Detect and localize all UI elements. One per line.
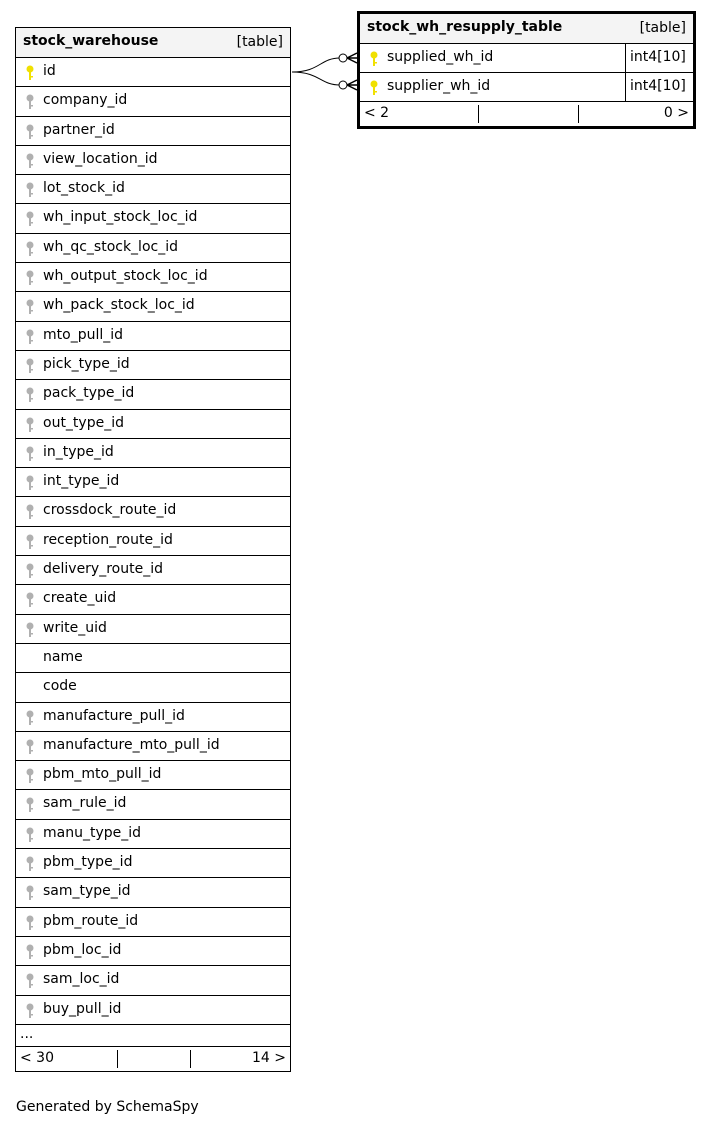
generated-by-text: Generated by SchemaSpy [16,1099,199,1115]
column-name: buy_pull_id [43,1000,122,1017]
parents-count[interactable]: < 2 [364,105,390,121]
children-count[interactable]: 0 > [663,105,689,121]
column-name: supplier_wh_id [387,78,491,94]
column-name: out_type_id [43,414,124,431]
column-type: int4[10] [625,44,693,72]
column-name: pbm_route_id [43,912,139,929]
zero-cardinality-marker [339,81,347,89]
column-name: id [43,63,56,79]
column-name: int_type_id [43,473,120,490]
children-count[interactable]: 14 > [252,1049,286,1066]
column-name: pack_type_id [43,385,135,402]
relationship-line-supplied [292,58,340,72]
relationship-line-supplier [292,72,340,85]
column-name: view_location_id [43,150,158,167]
column-name: partner_id [43,121,115,138]
column-name: write_uid [43,619,107,636]
column-name: wh_qc_stock_loc_id [43,238,178,255]
column-name: wh_pack_stock_loc_id [43,297,195,314]
column-name: crossdock_route_id [43,502,177,519]
column-name: manufacture_pull_id [43,707,185,724]
column-name: name [43,648,83,665]
column-name: sam_rule_id [43,795,127,812]
column-name: reception_route_id [43,531,173,548]
parents-count[interactable]: < 30 [20,1049,54,1066]
column-name: mto_pull_id [43,326,124,343]
column-name: code [43,678,77,695]
crows-foot-marker [347,80,357,90]
zero-cardinality-marker [339,54,347,62]
table-name: stock_wh_resupply_table [367,19,563,35]
table-kind: [table] [236,34,283,50]
column-name: pbm_loc_id [43,941,122,958]
column-name: company_id [43,92,128,109]
table-name: stock_warehouse [23,33,159,49]
column-name: lot_stock_id [43,180,125,197]
column-name: pbm_type_id [43,854,133,871]
column-name: manufacture_mto_pull_id [43,736,220,753]
column-name: sam_loc_id [43,971,120,988]
column-name: wh_input_stock_loc_id [43,209,198,226]
column-name: pbm_mto_pull_id [43,766,162,783]
column-name: delivery_route_id [43,561,163,578]
column-name: in_type_id [43,443,114,460]
column-name: supplied_wh_id [387,49,494,65]
table-kind: [table] [639,20,686,36]
column-name: pick_type_id [43,355,130,372]
column-name: manu_type_id [43,824,142,841]
column-name: create_uid [43,590,117,607]
crows-foot-marker [347,53,357,63]
column-name: sam_type_id [43,883,131,900]
column-type: int4[10] [625,73,693,101]
ellipsis-text: ... [20,1025,34,1042]
column-name: wh_output_stock_loc_id [43,268,208,285]
